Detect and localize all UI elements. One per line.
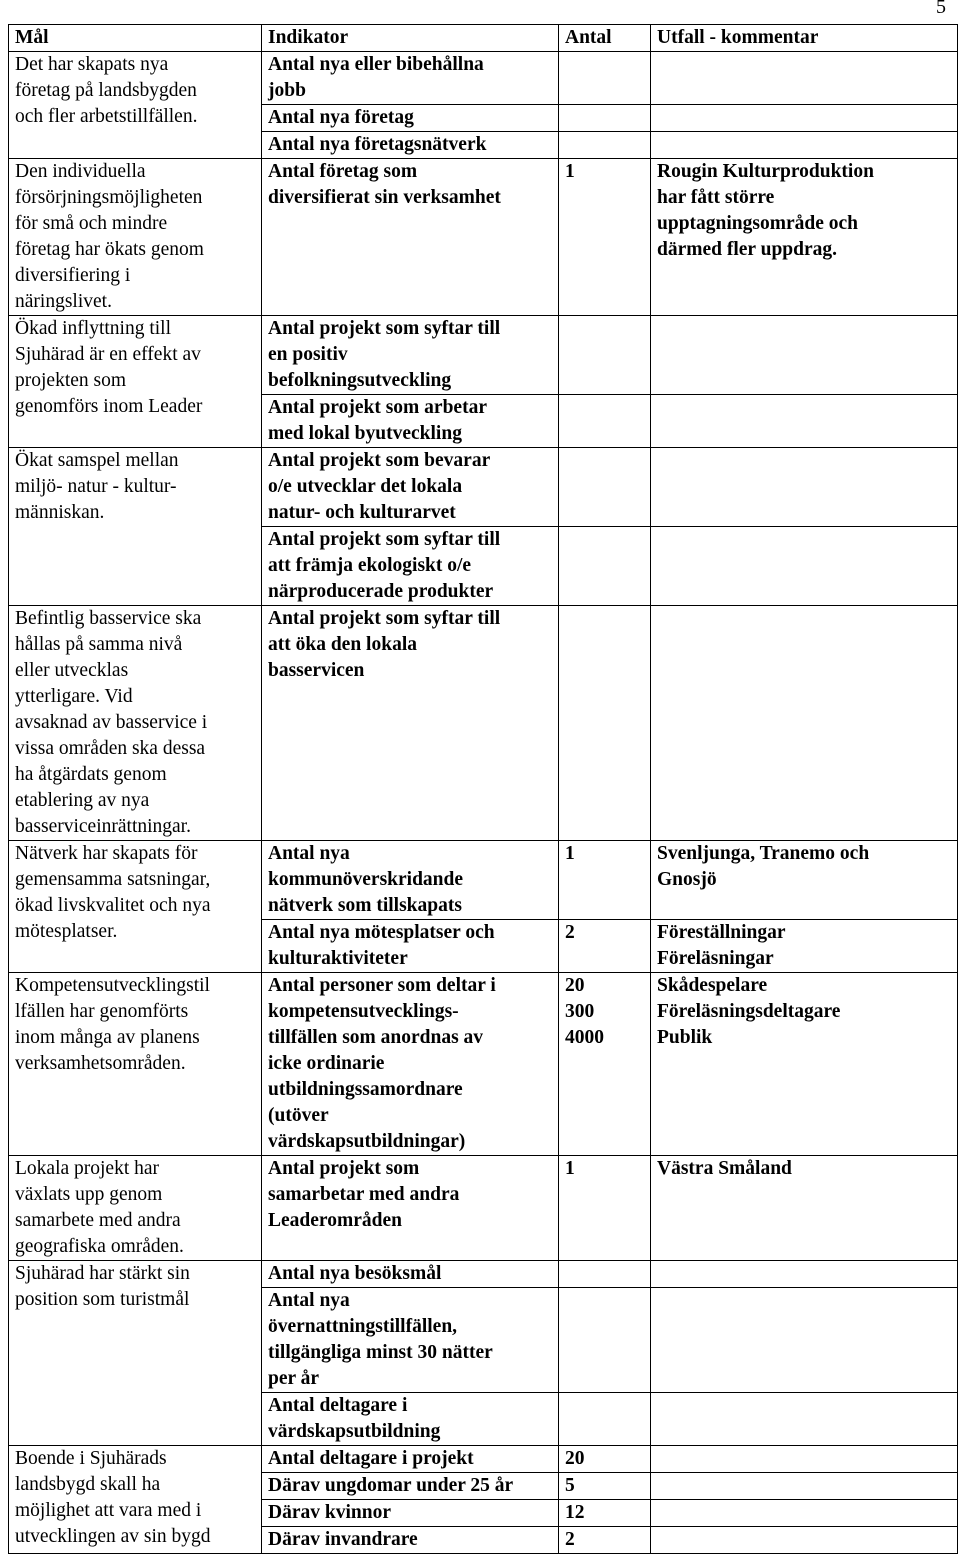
indicator-cell-line: Antal deltagare i projekt: [268, 1448, 474, 1469]
indicator-cell-line: o/e utvecklar det lokala: [268, 476, 463, 497]
table-row: [9, 841, 958, 920]
goal-cell-line: och fler arbetstillfällen.: [15, 106, 198, 127]
count-cell-line: 2: [565, 1529, 575, 1550]
indicator-cell-line: Antal nya eller bibehållna: [268, 54, 484, 75]
table-row: [9, 973, 958, 1156]
goal-cell-line: avsaknad av basservice i: [15, 712, 208, 733]
indicator-cell-line: befolkningsutveckling: [268, 370, 452, 391]
indicator-cell-line: närproducerade produkter: [268, 581, 494, 602]
indicator-cell: [262, 527, 559, 606]
count-cell: [559, 316, 651, 395]
count-cell-line: 1: [565, 843, 575, 864]
indicator-cell-line: att öka den lokala: [268, 634, 417, 655]
indicator-cell: [262, 920, 559, 973]
comment-cell: [651, 1446, 958, 1473]
indicator-cell-line: icke ordinarie: [268, 1053, 385, 1074]
indicator-cell: [262, 316, 559, 395]
count-cell: [559, 1393, 651, 1446]
page-number: 5: [936, 0, 946, 18]
table-row: [9, 1446, 958, 1473]
comment-cell: [651, 105, 958, 132]
indicator-cell-line: natur- och kulturarvet: [268, 502, 456, 523]
goal-cell-line: företag på landsbygden: [15, 80, 197, 101]
indicator-cell: [262, 395, 559, 448]
goal-cell: [9, 1156, 262, 1261]
comment-cell-line: Föreläsningar: [657, 948, 774, 969]
goal-cell-line: Kompetensutvecklingstil: [15, 975, 210, 996]
indicator-cell-line: Antal projekt som: [268, 1158, 420, 1179]
table-row: [9, 448, 958, 527]
goal-cell-line: basserviceinrättningar.: [15, 816, 191, 837]
goal-cell-line: möjlighet att vara med i: [15, 1500, 202, 1521]
goal-cell-line: diversifiering i: [15, 265, 131, 286]
comment-cell: [651, 1527, 958, 1554]
indicator-cell: [262, 132, 559, 159]
goal-cell-line: utvecklingen av sin bygd: [15, 1526, 211, 1547]
comment-cell-line: Skådespelare: [657, 975, 768, 996]
comment-cell: [651, 920, 958, 973]
indicator-cell-line: Antal projekt som syftar till: [268, 608, 501, 629]
count-cell-line: 4000: [565, 1027, 604, 1048]
goal-cell-line: Befintlig basservice ska: [15, 608, 202, 629]
comment-cell: [651, 1500, 958, 1527]
comment-cell-line: upptagningsområde och: [657, 213, 858, 234]
goal-cell-line: genomförs inom Leader: [15, 396, 203, 417]
count-cell: [559, 1288, 651, 1393]
indicator-cell: [262, 52, 559, 105]
count-cell: [559, 132, 651, 159]
indicator-cell-line: Antal nya företagsnätverk: [268, 134, 487, 155]
goal-cell-line: Nätverk har skapats för: [15, 843, 198, 864]
goal-cell-line: Sjuhärad har stärkt sin: [15, 1263, 190, 1284]
comment-cell: [651, 973, 958, 1156]
indicator-cell-line: att främja ekologiskt o/e: [268, 555, 472, 576]
indicator-cell-line: jobb: [268, 80, 306, 101]
indicator-cell: [262, 1527, 559, 1554]
goal-cell: [9, 1446, 262, 1554]
indicator-cell: [262, 1288, 559, 1393]
count-cell: [559, 159, 651, 316]
count-cell: [559, 527, 651, 606]
column-header-goal: Mål: [9, 25, 262, 52]
indicator-cell-line: Antal nya: [268, 843, 350, 864]
count-cell-line: 1: [565, 1158, 575, 1179]
indicator-cell-line: övernattningstillfällen,: [268, 1316, 458, 1337]
indicator-cell-line: Antal deltagare i: [268, 1395, 408, 1416]
table-row: [9, 606, 958, 841]
goal-cell: [9, 448, 262, 606]
indicator-cell: [262, 1156, 559, 1261]
count-cell: [559, 606, 651, 841]
table-row: [9, 52, 958, 105]
count-cell: [559, 973, 651, 1156]
column-header-indicator: Indikator: [262, 25, 559, 52]
column-header-count: Antal: [559, 25, 651, 52]
count-cell: [559, 920, 651, 973]
goal-cell-line: samarbete med andra: [15, 1210, 181, 1231]
indicator-cell: [262, 1500, 559, 1527]
comment-cell: [651, 52, 958, 105]
comment-cell: [651, 395, 958, 448]
goal-cell-line: hållas på samma nivå: [15, 634, 183, 655]
comment-cell-line: Föreställningar: [657, 922, 786, 943]
indicator-cell-line: Därav invandrare: [268, 1529, 418, 1550]
goal-cell-line: gemensamma satsningar,: [15, 869, 211, 890]
indicator-cell-line: samarbetar med andra: [268, 1184, 460, 1205]
count-cell: [559, 1473, 651, 1500]
comment-cell: [651, 1288, 958, 1393]
goal-cell-line: vissa områden ska dessa: [15, 738, 206, 759]
indicator-cell: [262, 1393, 559, 1446]
table-header-row: [9, 25, 958, 52]
comment-cell: [651, 1261, 958, 1288]
comment-cell: [651, 841, 958, 920]
indicator-cell-line: en positiv: [268, 344, 348, 365]
indicator-cell-line: Antal projekt som syftar till: [268, 318, 501, 339]
indicator-cell-line: basservicen: [268, 660, 365, 681]
comment-cell-line: Svenljunga, Tranemo och: [657, 843, 870, 864]
count-cell: [559, 1500, 651, 1527]
indicator-cell-line: kompetensutvecklings-: [268, 1001, 459, 1022]
count-cell: [559, 1261, 651, 1288]
comment-cell-line: Rougin Kulturproduktion: [657, 161, 874, 182]
count-cell-line: 12: [565, 1502, 585, 1523]
indicator-cell-line: Leaderområden: [268, 1210, 402, 1231]
goal-cell-line: projekten som: [15, 370, 127, 391]
comment-cell-line: Gnosjö: [657, 869, 717, 890]
comment-cell-line: har fått större: [657, 187, 775, 208]
goal-cell-line: försörjningsmöjligheten: [15, 187, 203, 208]
goal-cell-line: ha åtgärdats genom: [15, 764, 167, 785]
goal-cell-line: Ökad inflyttning till: [15, 318, 171, 339]
indicator-cell-line: Antal projekt som arbetar: [268, 397, 487, 418]
goal-cell-line: företag har ökats genom: [15, 239, 204, 260]
indicator-cell: [262, 448, 559, 527]
goal-cell: [9, 606, 262, 841]
indicator-cell-line: tillfällen som anordnas av: [268, 1027, 484, 1048]
indicator-cell: [262, 1261, 559, 1288]
indicator-cell-line: (utöver: [268, 1105, 329, 1126]
count-cell: [559, 1446, 651, 1473]
indicator-cell: [262, 1446, 559, 1473]
table-body: [9, 52, 958, 1554]
goal-cell-line: miljö- natur - kultur-: [15, 476, 177, 497]
results-table: [8, 24, 958, 1554]
goal-cell-line: ytterligare. Vid: [15, 686, 133, 707]
count-cell: [559, 841, 651, 920]
count-cell: [559, 1527, 651, 1554]
goal-cell-line: ökad livskvalitet och nya: [15, 895, 211, 916]
indicator-cell-line: Därav ungdomar under 25 år: [268, 1475, 514, 1496]
comment-cell: [651, 1473, 958, 1500]
indicator-cell-line: kulturaktiviteter: [268, 948, 408, 969]
goal-cell: [9, 973, 262, 1156]
indicator-cell-line: värdskapsutbildningar): [268, 1131, 466, 1152]
goal-cell-line: Boende i Sjuhärads: [15, 1448, 167, 1469]
goal-cell: [9, 316, 262, 448]
goal-cell-line: näringslivet.: [15, 291, 112, 312]
indicator-cell-line: diversifierat sin verksamhet: [268, 187, 501, 208]
goal-cell: [9, 159, 262, 316]
comment-cell: [651, 448, 958, 527]
count-cell-line: 20: [565, 975, 585, 996]
goal-cell-line: inom många av planens: [15, 1027, 200, 1048]
comment-cell: [651, 1393, 958, 1446]
comment-cell-line: Västra Småland: [657, 1158, 792, 1179]
indicator-cell: [262, 973, 559, 1156]
goal-cell-line: landsbygd skall ha: [15, 1474, 161, 1495]
goal-cell-line: eller utvecklas: [15, 660, 129, 681]
comment-cell-line: Publik: [657, 1027, 713, 1048]
table-row: [9, 159, 958, 316]
goal-cell-line: geografiska områden.: [15, 1236, 184, 1257]
indicator-cell: [262, 1473, 559, 1500]
comment-cell: [651, 159, 958, 316]
table-row: [9, 1261, 958, 1288]
goal-cell-line: Ökat samspel mellan: [15, 450, 179, 471]
comment-cell: [651, 1156, 958, 1261]
comment-cell: [651, 606, 958, 841]
count-cell: [559, 105, 651, 132]
count-cell-line: 1: [565, 161, 575, 182]
indicator-cell-line: Antal projekt som syftar till: [268, 529, 501, 550]
indicator-cell-line: Antal nya: [268, 1290, 350, 1311]
count-cell-line: 5: [565, 1475, 575, 1496]
goal-cell-line: för små och mindre: [15, 213, 168, 234]
indicator-cell-line: Antal nya mötesplatser och: [268, 922, 495, 943]
count-cell-line: 300: [565, 1001, 595, 1022]
indicator-cell-line: utbildningssamordnare: [268, 1079, 463, 1100]
count-cell: [559, 395, 651, 448]
goal-cell: [9, 841, 262, 973]
count-cell: [559, 448, 651, 527]
indicator-cell-line: värdskapsutbildning: [268, 1421, 441, 1442]
comment-cell-line: därmed fler uppdrag.: [657, 239, 838, 260]
indicator-cell: [262, 159, 559, 316]
indicator-cell-line: tillgängliga minst 30 nätter: [268, 1342, 493, 1363]
indicator-cell-line: Antal företag som: [268, 161, 418, 182]
comment-cell: [651, 527, 958, 606]
indicator-cell: [262, 841, 559, 920]
comment-cell: [651, 132, 958, 159]
indicator-cell-line: nätverk som tillskapats: [268, 895, 462, 916]
goal-cell-line: lfällen har genomförts: [15, 1001, 189, 1022]
indicator-cell-line: per år: [268, 1368, 320, 1389]
goal-cell-line: etablering av nya: [15, 790, 150, 811]
goal-cell-line: mötesplatser.: [15, 921, 118, 942]
table-row: [9, 316, 958, 395]
indicator-cell-line: Antal personer som deltar i: [268, 975, 496, 996]
count-cell-line: 2: [565, 922, 575, 943]
indicator-cell-line: Därav kvinnor: [268, 1502, 391, 1523]
count-cell: [559, 1156, 651, 1261]
indicator-cell-line: med lokal byutveckling: [268, 423, 462, 444]
goal-cell-line: människan.: [15, 502, 105, 523]
indicator-cell-line: Antal nya företag: [268, 107, 414, 128]
goal-cell-line: växlats upp genom: [15, 1184, 163, 1205]
table-row: [9, 1156, 958, 1261]
goal-cell-line: Lokala projekt har: [15, 1158, 160, 1179]
comment-cell-line: Föreläsningsdeltagare: [657, 1001, 841, 1022]
goal-cell-line: Det har skapats nya: [15, 54, 169, 75]
goal-cell-line: verksamhetsområden.: [15, 1053, 186, 1074]
goal-cell: [9, 1261, 262, 1446]
indicator-cell: [262, 105, 559, 132]
indicator-cell-line: Antal nya besöksmål: [268, 1263, 442, 1284]
goal-cell: [9, 52, 262, 159]
goal-cell-line: Sjuhärad är en effekt av: [15, 344, 201, 365]
comment-cell: [651, 316, 958, 395]
goal-cell-line: Den individuella: [15, 161, 146, 182]
indicator-cell: [262, 606, 559, 841]
indicator-cell-line: kommunöverskridande: [268, 869, 464, 890]
count-cell: [559, 52, 651, 105]
count-cell-line: 20: [565, 1448, 585, 1469]
goal-cell-line: position som turistmål: [15, 1289, 190, 1310]
column-header-comment: Utfall - kommentar: [651, 25, 958, 52]
indicator-cell-line: Antal projekt som bevarar: [268, 450, 491, 471]
